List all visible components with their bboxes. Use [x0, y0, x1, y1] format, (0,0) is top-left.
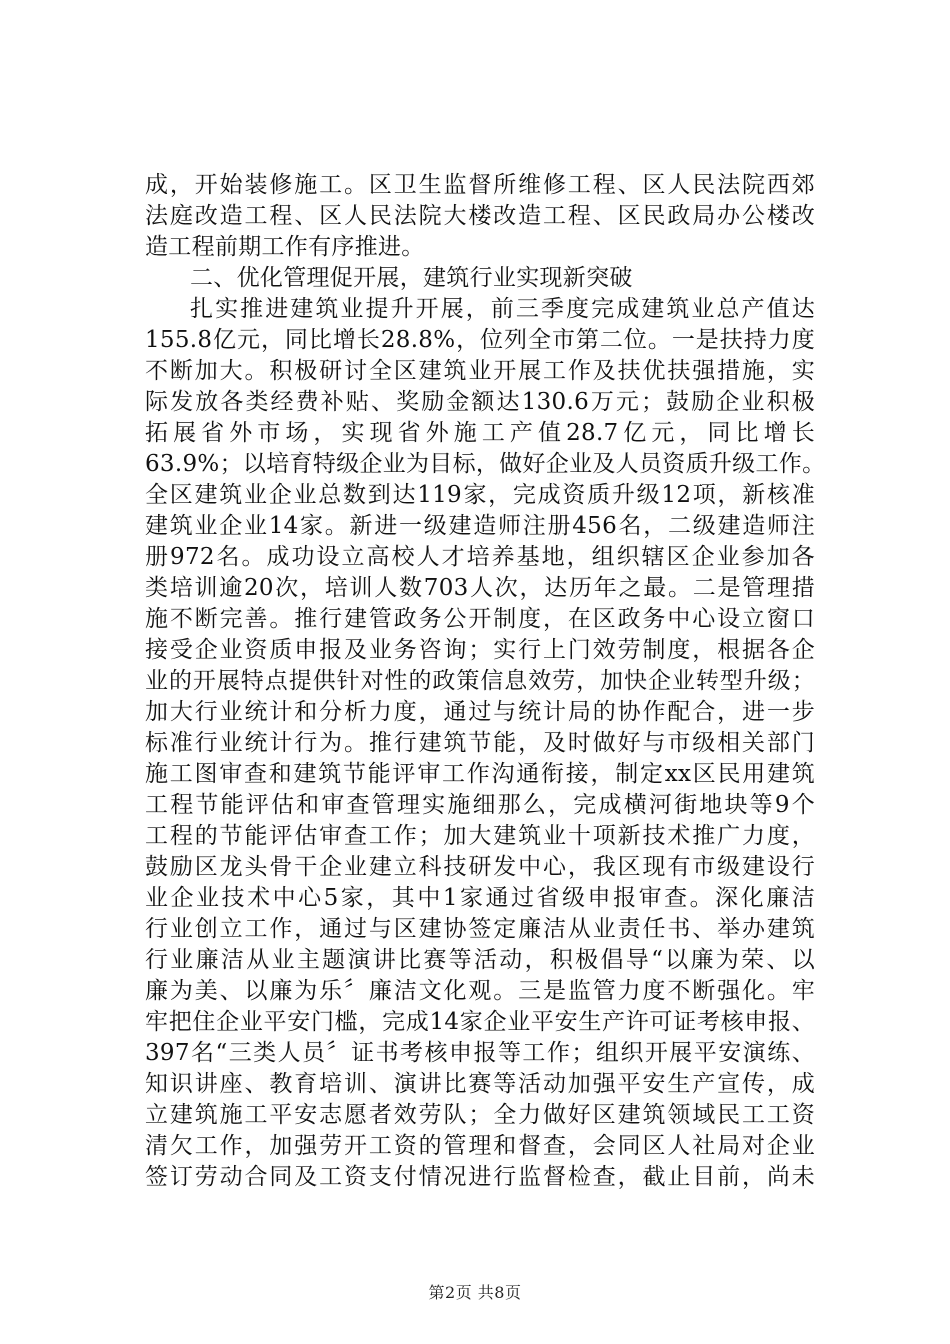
text-line: 标准行业统计行为。推行建筑节能，及时做好与市级相关部门 — [145, 730, 815, 756]
text-line: 施工图审查和建筑节能评审工作沟通衔接，制定xx区民用建筑 — [145, 761, 815, 787]
text-line: 清欠工作，加强劳开工资的管理和督查，会同区人社局对企业 — [145, 1133, 815, 1159]
text-line: 不断加大。积极研讨全区建筑业开展工作及扶优扶强措施，实 — [145, 358, 815, 384]
text-line: 工程的节能评估审查工作；加大建筑业十项新技术推广力度， — [145, 823, 815, 849]
text-line: 接受企业资质申报及业务咨询；实行上门效劳制度，根据各企 — [145, 637, 815, 663]
text-line: 施不断完善。推行建管政务公开制度，在区政务中心设立窗口 — [145, 606, 815, 632]
text-line: 扎实推进建筑业提升开展，前三季度完成建筑业总产值达 — [190, 296, 815, 322]
document-body — [145, 170, 826, 1193]
text-line: 廉为美、以廉为乐〞廉洁文化观。三是监管力度不断强化。牢 — [145, 978, 815, 1004]
text-line: 加大行业统计和分析力度，通过与统计局的协作配合，进一步 — [145, 699, 815, 725]
text-line: 拓展省外市场，实现省外施工产值28.7亿元，同比增长 — [145, 420, 815, 446]
text-line: 行业廉洁从业主题演讲比赛等活动，积极倡导“以廉为荣、以 — [145, 947, 815, 973]
page-number: 第2页 共8页 — [428, 1283, 522, 1302]
text-line: 工程节能评估和审查管理实施细那么，完成横河街地块等9个 — [145, 792, 815, 818]
text-line: 类培训逾20次，培训人数703人次，达历年之最。二是管理措 — [145, 575, 815, 601]
text-line: 业的开展特点提供针对性的政策信息效劳，加快企业转型升级； — [145, 668, 815, 694]
text-line: 签订劳动合同及工资支付情况进行监督检查，截止目前，尚未 — [145, 1164, 815, 1190]
text-line: 际发放各类经费补贴、奖励金额达130.6万元；鼓励企业积极 — [145, 389, 815, 415]
text-line: 知识讲座、教育培训、演讲比赛等活动加强平安生产宣传，成 — [145, 1071, 815, 1097]
text-line: 册972名。成功设立高校人才培养基地，组织辖区企业参加各 — [145, 544, 815, 570]
section-heading: 二、优化管理促开展，建筑行业实现新突破 — [190, 265, 633, 291]
text-line: 鼓励区龙头骨干企业建立科技研发中心，我区现有市级建设行 — [145, 854, 815, 880]
text-line: 造工程前期工作有序推进。 — [145, 234, 425, 260]
text-line: 成，开始装修施工。区卫生监督所维修工程、区人民法院西郊 — [145, 172, 815, 198]
text-line: 155.8亿元，同比增长28.8%，位列全市第二位。一是扶持力度 — [145, 327, 815, 353]
text-line: 全区建筑业企业总数到达119家，完成资质升级12项，新核准 — [145, 482, 815, 508]
text-line: 牢把住企业平安门槛，完成14家企业平安生产许可证考核申报、 — [145, 1009, 815, 1035]
text-line: 立建筑施工平安志愿者效劳队；全力做好区建筑领域民工工资 — [145, 1102, 815, 1128]
text-line: 建筑业企业14家。新进一级建造师注册456名，二级建造师注 — [145, 513, 815, 539]
text-line: 397名“三类人员〞证书考核申报等工作；组织开展平安演练、 — [145, 1040, 815, 1066]
text-line: 行业创立工作，通过与区建协签定廉洁从业责任书、举办建筑 — [145, 916, 815, 942]
text-line: 法庭改造工程、区人民法院大楼改造工程、区民政局办公楼改 — [145, 203, 815, 229]
text-line: 63.9%；以培育特级企业为目标，做好企业及人员资质升级工作。 — [145, 451, 826, 477]
text-line: 业企业技术中心5家，其中1家通过省级申报审查。深化廉洁 — [145, 885, 815, 911]
